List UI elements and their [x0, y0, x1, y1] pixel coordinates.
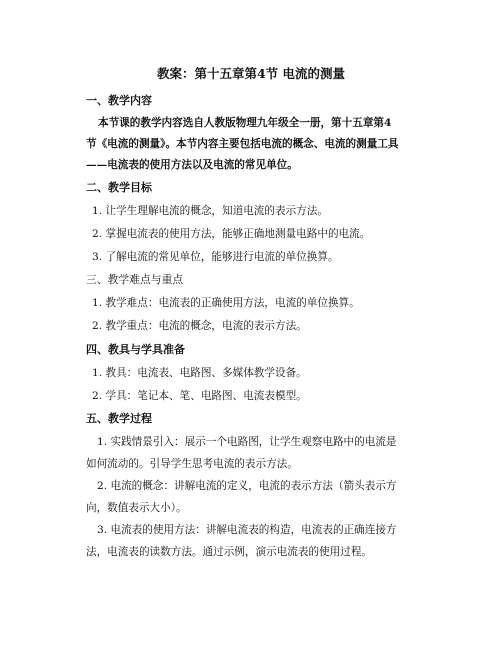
section-heading-difficulties: 三、教学难点与重点 [86, 273, 184, 286]
section-heading-materials: 四、教具与学具准备 [86, 343, 185, 356]
paragraph-line: ——电流表的使用方法以及电流的常见单位。 [86, 159, 298, 171]
paragraph-line: 3. 电流表的使用方法：讲解电流表的构造，电流表的正确连接方 [97, 524, 397, 536]
section-heading-process: 五、教学过程 [86, 412, 152, 425]
list-item: 1. 教学难点：电流表的正确使用方法，电流的单位换算。 [92, 297, 360, 309]
paragraph-line: 向，数值表示大小）。 [86, 502, 187, 514]
section-heading-content: 一、教学内容 [86, 94, 152, 107]
paragraph-line: 1. 实践情景引入：展示一个电路图，让学生观察电路中的电流是 [97, 436, 397, 448]
list-item: 2. 学具：笔记本、笔、电路图、电流表模型。 [92, 390, 307, 402]
paragraph-line: 法，电流表的读数方法。通过示例，演示电流表的使用过程。 [86, 546, 373, 558]
list-item: 1. 让学生理解电流的概念，知道电流的表示方法。 [92, 205, 328, 217]
list-item: 1. 教具：电流表、电路图、多媒体教学设备。 [92, 367, 307, 379]
paragraph-line: 节《电流的测量》。本节内容主要包括电流的概念、电流的测量工具 [86, 138, 399, 150]
paragraph-line: 如何流动的。引导学生思考电流的表示方法。 [86, 458, 298, 470]
list-item: 2. 掌握电流表的使用方法，能够正确地测量电路中的电流。 [92, 228, 371, 240]
list-item: 2. 教学重点：电流的概念，电流的表示方法。 [92, 320, 307, 332]
section-heading-objectives: 二、教学目标 [86, 181, 152, 194]
paragraph-line: 2. 电流的概念：讲解电流的定义，电流的表示方法（箭头表示方 [97, 480, 397, 492]
document-title: 教案：第十五章第4节 电流的测量 [156, 66, 346, 81]
paragraph-line: 本节课的教学内容选自人教版物理九年级全一册，第十五章第4 [98, 117, 392, 129]
list-item: 3. 了解电流的常见单位，能够进行电流的单位换算。 [92, 251, 339, 263]
